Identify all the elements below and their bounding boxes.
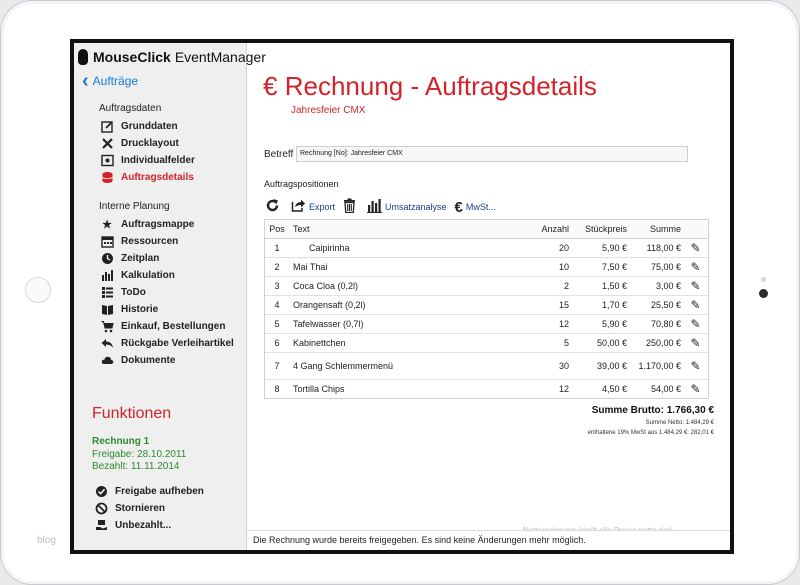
bar-chart-icon [367, 198, 382, 216]
cell-pos: 5 [274, 319, 280, 329]
euro-icon: € [454, 198, 463, 216]
cell-summe: 70,80 € [650, 319, 681, 329]
cell-anzahl: 20 [558, 243, 569, 253]
positions-toolbar [265, 197, 504, 217]
pencil-icon[interactable]: ✎ [690, 382, 701, 396]
cell-text: Coca Cloa (0,2l) [293, 281, 359, 291]
cell-summe: 75,00 € [650, 262, 681, 272]
table-row[interactable] [265, 296, 708, 315]
sidebar-item-label: Individualfelder [121, 154, 195, 166]
export-label: Export [309, 202, 336, 212]
cell-anzahl: 10 [558, 262, 569, 272]
table-row[interactable] [265, 380, 708, 398]
mouse-logo-icon [78, 49, 88, 65]
stornieren-button[interactable] [94, 501, 165, 515]
cell-text: Orangensaft (0,2l) [293, 300, 366, 310]
cell-anzahl: 30 [558, 361, 569, 371]
cell-pos: 3 [274, 281, 280, 291]
page-subtitle: Jahresfeier CMX [291, 105, 366, 116]
cell-pos: 7 [274, 361, 280, 371]
money-hand-icon [94, 518, 108, 532]
main-content [247, 43, 730, 550]
cell-anzahl: 5 [563, 338, 569, 348]
sidebar-item-dokumente[interactable] [100, 352, 175, 368]
cell-anzahl: 12 [558, 319, 569, 329]
cell-anzahl: 12 [558, 384, 569, 394]
positions-label: Auftragspositionen [264, 179, 339, 189]
sidebar-item-individualfelder[interactable] [100, 152, 195, 168]
euro-icon: € [263, 71, 278, 101]
pencil-icon[interactable]: ✎ [690, 359, 701, 373]
sidebar-item-kalkulation[interactable] [100, 267, 175, 283]
cell-pos: 2 [274, 262, 280, 272]
cell-text: Mai Thai [293, 262, 328, 272]
cell-pos: 6 [274, 338, 280, 348]
sidebar-item-label: Dokumente [121, 354, 176, 366]
cell-summe: 1.170,00 € [638, 360, 681, 371]
cell-summe: 54,00 € [650, 384, 681, 394]
pencil-square-icon [100, 119, 114, 133]
pencil-icon[interactable]: ✎ [690, 317, 701, 331]
cell-pos: 4 [274, 300, 280, 310]
cell-preis: 4,50 € [601, 384, 627, 394]
pencil-icon[interactable]: ✎ [690, 241, 701, 255]
summe-netto: Summe Netto: 1.484,29 € [645, 420, 714, 426]
app-brand: MouseClick [93, 49, 171, 65]
unbezahlt-button[interactable] [94, 518, 171, 532]
back-link[interactable] [82, 70, 139, 92]
cell-preis: 5,90 € [601, 319, 627, 329]
table-row[interactable] [265, 353, 708, 380]
umsatzanalyse-button[interactable] [367, 198, 447, 216]
sidebar-item-einkauf[interactable] [100, 318, 225, 334]
sidebar-item-rueckgabe[interactable] [100, 335, 234, 351]
action-label: Stornieren [115, 502, 166, 514]
export-button[interactable] [291, 198, 335, 216]
sidebar-item-label: Kalkulation [121, 269, 175, 281]
sidebar-item-label: Grunddaten [121, 120, 178, 132]
cell-summe: 25,50 € [650, 300, 681, 310]
export-icon [291, 198, 306, 216]
delete-button[interactable] [343, 198, 359, 216]
cell-summe: 3,00 € [655, 281, 681, 291]
col-text[interactable]: Text [293, 224, 310, 234]
table-row[interactable] [265, 239, 708, 258]
freigabe-aufheben-button[interactable] [94, 484, 204, 498]
ban-icon [94, 501, 108, 515]
cell-preis: 39,00 € [596, 361, 627, 371]
cell-anzahl: 2 [563, 281, 569, 291]
chevron-left-icon: ‹ [82, 70, 89, 92]
cell-pos: 1 [274, 243, 280, 253]
calendar-icon [100, 234, 114, 248]
sidebar-item-label: ToDo [121, 286, 146, 298]
sidebar-item-label: Einkauf, Bestellungen [121, 320, 226, 332]
mwst-label: MwSt... [465, 202, 496, 212]
checklist-icon [100, 285, 114, 299]
pencil-icon[interactable]: ✎ [690, 336, 701, 350]
cell-preis: 1,50 € [601, 281, 627, 291]
sidebar-item-label: Historie [121, 303, 159, 315]
sidebar-item-zeitplan[interactable] [100, 250, 159, 266]
back-label: Aufträge [92, 74, 139, 88]
watermark-text: blog [37, 535, 56, 546]
bar-chart-icon [100, 268, 114, 282]
clock-icon [100, 251, 114, 265]
summe-brutto: Summe Brutto: 1.766,30 € [591, 405, 714, 416]
sidebar-item-label: Rückgabe Verleihartikel [121, 337, 234, 349]
tools-icon [100, 136, 114, 150]
pencil-icon[interactable]: ✎ [690, 260, 701, 274]
betreff-field[interactable]: Rechnung [No]: Jahresfeier CMX [296, 146, 688, 162]
fields-icon [100, 153, 114, 167]
table-row[interactable] [265, 315, 708, 334]
home-button[interactable] [25, 277, 51, 303]
cell-preis: 5,90 € [601, 243, 627, 253]
cell-anzahl: 15 [558, 300, 569, 310]
database-icon [100, 170, 114, 184]
page-title [263, 71, 597, 102]
cell-summe: 250,00 € [645, 338, 681, 348]
cell-preis: 7,50 € [601, 262, 627, 272]
cell-text: 4 Gang Schlemmermenü [293, 361, 394, 371]
cell-preis: 1,70 € [601, 300, 627, 310]
sidebar-item-todo[interactable] [100, 284, 146, 300]
pencil-icon[interactable]: ✎ [690, 298, 701, 312]
camera-lens [759, 289, 768, 298]
reply-icon [100, 336, 114, 350]
col-anzahl[interactable]: Anzahl [541, 224, 569, 234]
table-header [265, 220, 708, 239]
mwst-info: enthaltene 19% MwSt aus 1.484,29 €: 282,01 € [587, 430, 714, 436]
action-label: Unbezahlt... [115, 519, 172, 531]
col-pos[interactable]: Pos [269, 224, 285, 234]
cell-preis: 50,00 € [596, 338, 627, 348]
rechnung-number: Rechnung 1 [92, 436, 150, 447]
positions-table [264, 219, 709, 399]
cell-text: Caipirinha [309, 243, 350, 253]
cell-pos: 8 [274, 384, 280, 394]
freigabe-date: Freigabe: 28.10.2011 [92, 449, 187, 460]
cell-text: Kabinettchen [293, 338, 346, 348]
app-screen [70, 39, 734, 554]
cart-icon [100, 319, 114, 333]
cell-text: Tafelwasser (0,7l) [293, 319, 364, 329]
page-title-text: Rechnung - Auftragsdetails [284, 71, 597, 101]
sidebar-item-ressourcen[interactable] [100, 233, 178, 249]
sidebar-item-drucklayout[interactable] [100, 135, 179, 151]
refresh-button[interactable] [265, 198, 283, 216]
betreff-label: Betreff [264, 149, 294, 160]
sidebar-item-label: Auftragsdetails [121, 171, 194, 183]
sidebar-item-grunddaten[interactable] [100, 118, 178, 134]
cell-text: Tortilla Chips [293, 384, 345, 394]
section-interne-planung: Interne Planung [99, 201, 170, 212]
table-row[interactable] [265, 277, 708, 296]
section-auftragsdaten: Auftragsdaten [99, 103, 162, 114]
sidebar-item-label: Drucklayout [121, 137, 179, 149]
app-title [78, 47, 266, 67]
pencil-icon[interactable]: ✎ [690, 279, 701, 293]
sidebar-item-label: Ressourcen [121, 235, 179, 247]
book-icon [100, 302, 114, 316]
col-stueckpreis[interactable]: Stückpreis [584, 224, 627, 234]
col-summe[interactable]: Summe [649, 224, 681, 234]
sidebar-item-historie[interactable] [100, 301, 158, 317]
table-row[interactable] [265, 258, 708, 277]
sidebar-item-auftragsdetails[interactable] [100, 169, 194, 185]
app-name: EventManager [174, 49, 266, 65]
cloud-icon [100, 353, 114, 367]
bezahlt-date: Bezahlt: 11.11.2014 [92, 461, 180, 472]
sidebar-item-label: Zeitplan [121, 252, 160, 264]
sidebar [74, 43, 266, 550]
sensor-dot [761, 277, 766, 282]
umsatz-label: Umsatzanalyse [385, 202, 447, 212]
mwst-button[interactable] [455, 199, 496, 216]
table-row[interactable] [265, 334, 708, 353]
star-icon: ★ [102, 218, 112, 231]
funktionen-title: Funktionen [92, 405, 172, 422]
refresh-icon [265, 198, 280, 216]
sidebar-item-auftragsmappe[interactable] [100, 216, 194, 232]
action-label: Freigabe aufheben [115, 485, 204, 497]
status-bar: Die Rechnung wurde bereits freigegeben. Es sind keine Änderungen mehr möglich. [247, 530, 730, 550]
check-circle-icon [94, 484, 108, 498]
trash-icon [343, 198, 356, 216]
cell-summe: 118,00 € [646, 243, 681, 253]
sidebar-item-label: Auftragsmappe [121, 218, 195, 230]
